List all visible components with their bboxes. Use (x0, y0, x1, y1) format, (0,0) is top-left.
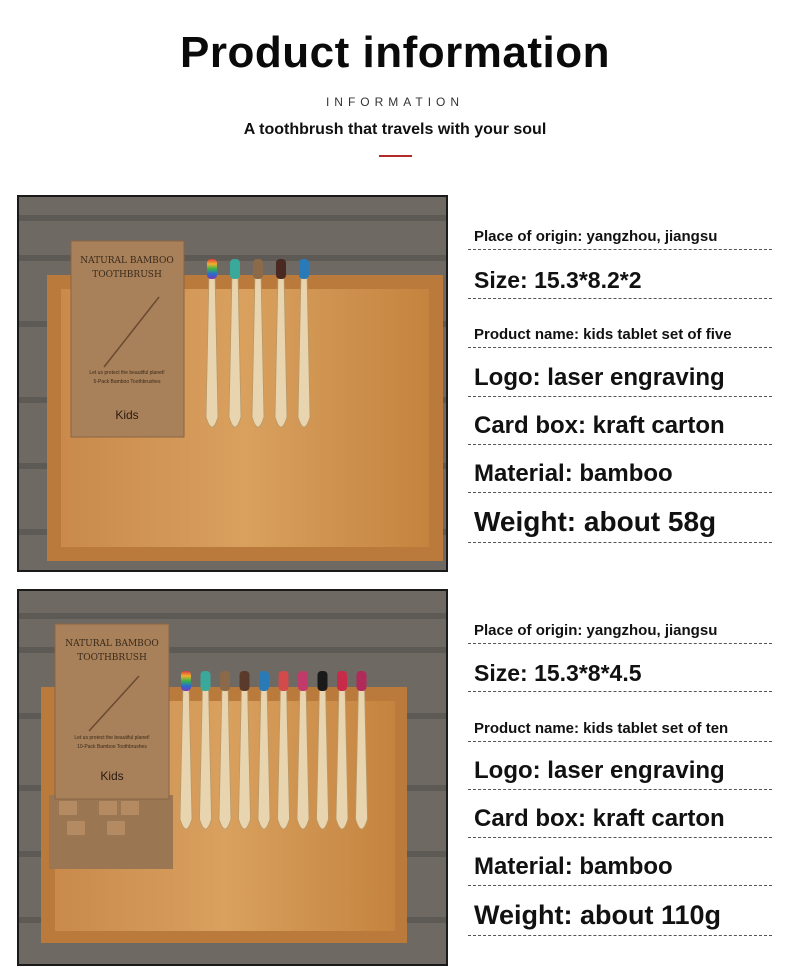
box-brand-text: NATURAL BAMBOO (65, 639, 159, 649)
spec-origin: Place of origin: yangzhou, jiangsu (468, 210, 772, 250)
box-product-text: TOOTHBRUSH (77, 653, 147, 663)
spec-logo: Logo: laser engraving (468, 348, 772, 397)
toothbrush-bristles (299, 259, 309, 279)
box-kids-label: Kids (115, 408, 139, 422)
spec-size: Size: 15.3*8*4.5 (468, 644, 772, 692)
toothbrush-bristles (230, 259, 240, 279)
toothbrush-bristles (240, 671, 250, 691)
toothbrush-bristles (207, 259, 217, 279)
box-kids-label: Kids (100, 769, 124, 783)
spec-product-name: Product name: kids tablet set of five (468, 299, 772, 348)
spec-origin: Place of origin: yangzhou, jiangsu (468, 604, 772, 644)
box-slogan-text: Let us protect the beautiful planet! (89, 370, 165, 376)
box-slogan-text: Let us protect the beautiful planet! (74, 735, 150, 741)
spec-logo: Logo: laser engraving (468, 742, 772, 790)
box-pack-text: 5-Pack Bamboo Toothbrushes (93, 379, 161, 385)
product-specs-five-pack (468, 210, 772, 543)
spec-material: Material: bamboo (468, 445, 772, 493)
spec-material: Material: bamboo (468, 838, 772, 886)
toothbrush-bristles (298, 671, 308, 691)
box-pack-text: 10-Pack Bamboo Toothbrushes (77, 744, 147, 750)
spec-card-box: Card box: kraft carton (468, 397, 772, 445)
box-brand-text: NATURAL BAMBOO (80, 256, 174, 266)
toothbrush-bristles (279, 671, 289, 691)
spec-size: Size: 15.3*8.2*2 (468, 250, 772, 299)
toothbrush-bristles (201, 671, 211, 691)
toothbrush-bristles (276, 259, 286, 279)
product-specs-ten-pack (468, 604, 772, 936)
product-photo-five-pack (17, 195, 448, 572)
box-product-text: TOOTHBRUSH (92, 270, 162, 280)
toothbrush-bristles (318, 671, 328, 691)
spec-card-box: Card box: kraft carton (468, 790, 772, 838)
toothbrush-bristles (220, 671, 230, 691)
spec-weight: Weight: about 110g (468, 886, 772, 936)
accent-divider (379, 155, 412, 157)
page-tagline: A toothbrush that travels with your soul (243, 121, 547, 138)
toothbrush-bristles (259, 671, 269, 691)
toothbrush-bristles (181, 671, 191, 691)
spec-product-name: Product name: kids tablet set of ten (468, 692, 772, 742)
toothbrush-bristles (357, 671, 367, 691)
page-subtitle: INFORMATION (325, 95, 465, 109)
product-photo-ten-pack (17, 589, 448, 966)
toothbrush-bristles (337, 671, 347, 691)
page-title: Product information (180, 28, 610, 77)
toothbrush-bristles (253, 259, 263, 279)
spec-weight: Weight: about 58g (468, 493, 772, 543)
